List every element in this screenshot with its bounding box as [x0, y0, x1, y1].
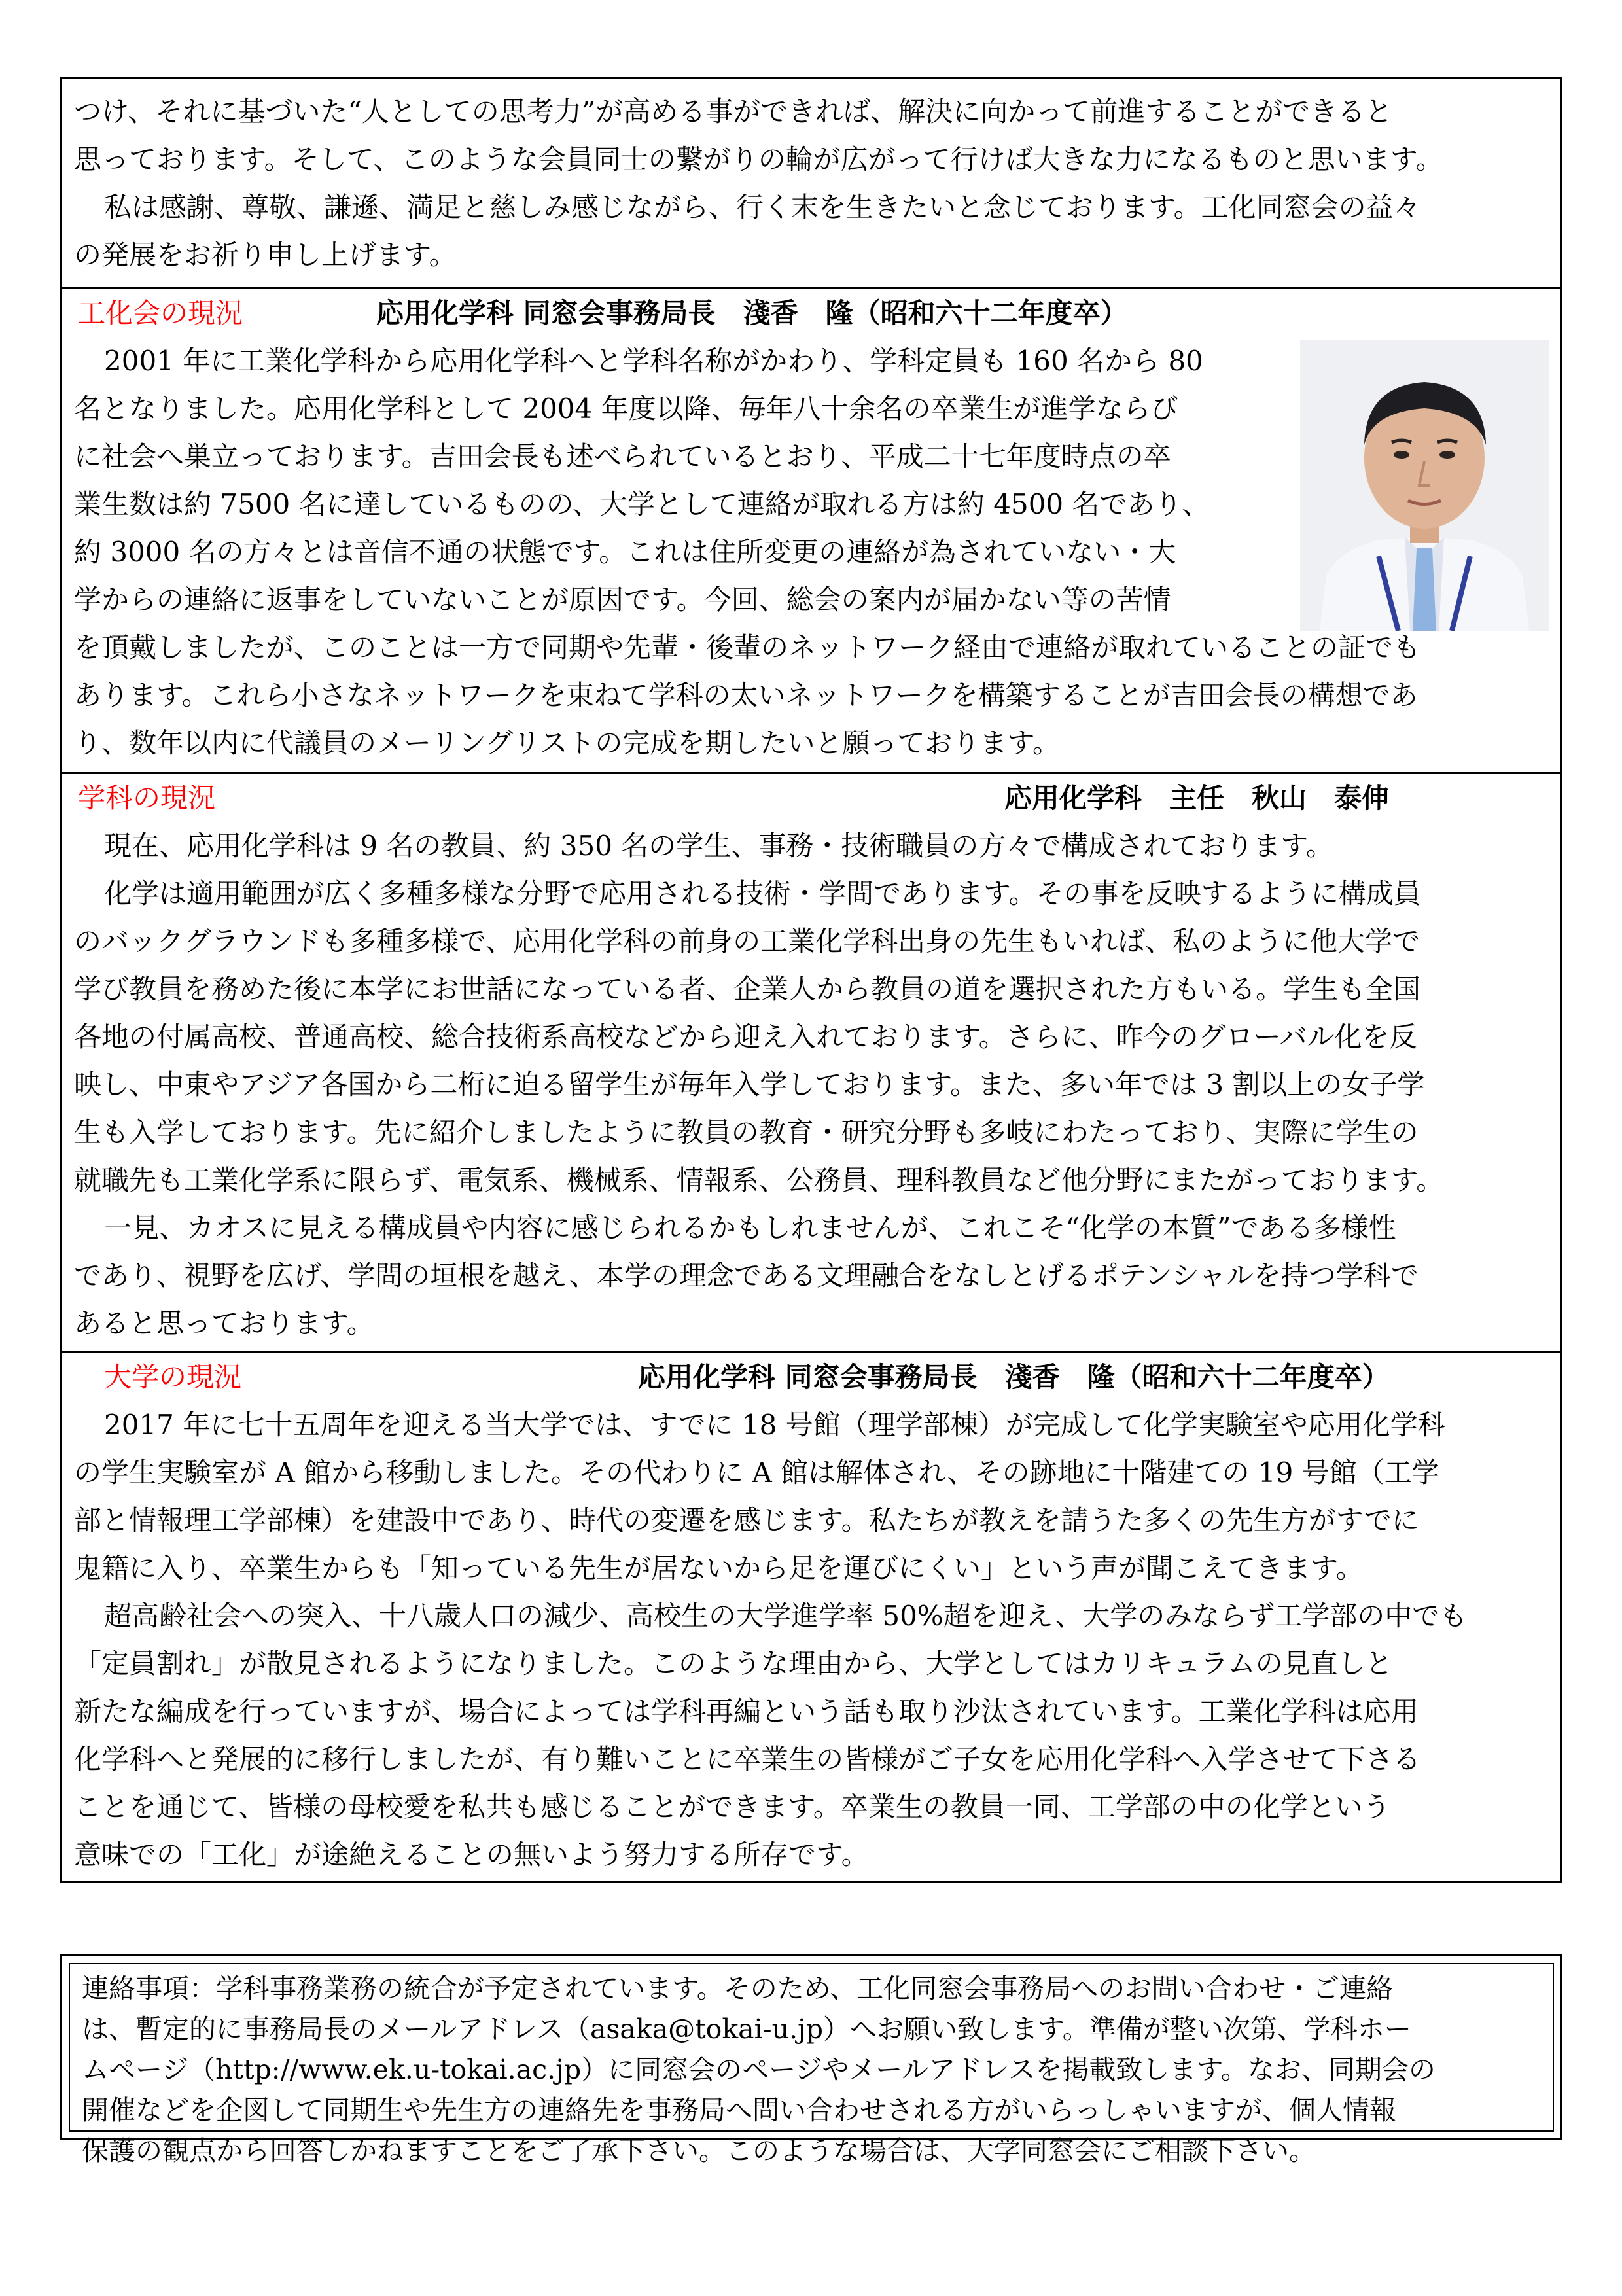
section-line: 学からの連絡に返事をしていないことが原因です。今回、総会の案内が届かない等の苦情: [74, 584, 1171, 616]
section-byline: 応用化学科 同窓会事務局長 淺香 隆（昭和六十二年度卒）: [638, 1361, 1390, 1393]
section-line: 部と情報理工学部棟）を建設中であり、時代の変遷を感じます。私たちが教えを請うた多くの先生方がすでに: [74, 1504, 1419, 1536]
section-line: り、数年以内に代議員のメーリングリストの完成を期したいと願っております。: [74, 727, 1060, 759]
section-heading: [62, 774, 1560, 822]
intro-box: [60, 77, 1562, 287]
section-line: 化学科へと発展的に移行しましたが、有り難いことに卒業生の皆様がご子女を応用化学科へ入学させて下さる: [74, 1743, 1421, 1775]
section-line: に社会へ巣立っております。吉田会長も述べられているとおり、平成二十七年度時点の卒: [74, 440, 1171, 472]
section-line: あります。これら小さなネットワークを束ねて学科の太いネットワークを構築することが吉田会長の構想であ: [74, 679, 1418, 711]
section-line: であり、視野を広げ、学問の垣根を越え、本学の理念である文理融合をなしとげるポテンシャルを持つ学科で: [74, 1260, 1419, 1292]
section-line: 「定員割れ」が散見されるようになりました。このような理由から、大学としてはカリキュラムの見直しと: [74, 1648, 1393, 1680]
section-byline: 応用化学科 同窓会事務局長 淺香 隆（昭和六十二年度卒）: [376, 297, 1128, 329]
newsletter-page: [60, 77, 1562, 1883]
section-line: 鬼籍に入り、卒業生からも「知っている先生が居ないから足を運びにくい」という声が聞こえてきます。: [74, 1552, 1364, 1584]
section-line: 各地の付属高校、普通高校、総合技術系高校などから迎え入れております。さらに、昨今のグローバル化を反: [74, 1021, 1417, 1053]
section-line: 現在、応用化学科は 9 名の教員、約 350 名の学生、事務・技術職員の方々で構成されております。: [104, 830, 1333, 862]
notice-line: 保護の観点から回答しかねますことをご了承下さい。このような場合は、大学同窓会にご相談下さい。: [82, 2135, 1316, 2166]
section-line: 生も入学しております。先に紹介しましたように教員の教育・研究分野も多岐にわたっており、実際に学生の: [74, 1116, 1419, 1148]
section-title: 学科の現況: [78, 782, 216, 814]
section-heading: [62, 1353, 1560, 1401]
section-line: 化学は適用範囲が広く多種多様な分野で応用される技術・学問であります。その事を反映するように構成員: [104, 877, 1421, 910]
section-alumni-status: [60, 287, 1562, 772]
section-line: 約 3000 名の方々とは音信不通の状態です。これは住所変更の連絡が為されていない・大: [74, 536, 1176, 568]
intro-line: の発展をお祈り申し上げます。: [74, 239, 457, 271]
section-line: の学生実験室が A 館から移動しました。その代わりに A 館は解体され、その跡地に十階建ての 19 号館（工学: [74, 1457, 1439, 1489]
notice-box: [60, 1954, 1562, 2166]
section-line: 一見、カオスに見える構成員や内容に感じられるかもしれませんが、これこそ“化学の本質”である多様性: [104, 1212, 1396, 1244]
section-title: 工化会の現況: [78, 297, 243, 329]
notice-line: は、暫定的に事務局長のメールアドレス（asaka@tokai-u.jp）へお願い致します。準備が整い次第、学科ホー: [82, 2013, 1411, 2045]
section-department-status: [60, 772, 1562, 1351]
section-line: 意味での「工化」が途絶えることの無いよう努力する所存です。: [74, 1839, 869, 1871]
section-line: を頂戴しましたが、このことは一方で同期や先輩・後輩のネットワーク経由で連絡が取れていることの証でも: [74, 631, 1421, 663]
notice-line: ムページ（http://www.ek.u-tokai.ac.jp）に同窓会のページやメールアドレスを掲載致します。なお、同期会の: [82, 2054, 1436, 2085]
section-line: 2001 年に工業化学科から応用化学科へと学科名称がかわり、学科定員も 160 名から 80: [104, 345, 1203, 377]
intro-line: 思っております。そして、このような会員同士の繋がりの輪が広がって行けば大きな力になるものと思います。: [74, 143, 1443, 175]
section-line: 超高齢社会への突入、十八歳人口の減少、高校生の大学進学率 50%超を迎え、大学のみならず工学部の中でも: [104, 1600, 1468, 1632]
portrait-illustration: [1300, 340, 1549, 631]
section-line: 就職先も工業化学系に限らず、電気系、機械系、情報系、公務員、理科教員など他分野にまたがっております。: [74, 1164, 1444, 1196]
section-byline: 応用化学科 主任 秋山 泰伸: [1004, 782, 1390, 814]
intro-line: つけ、それに基づいた“人としての思考力”が高める事ができれば、解決に向かって前進することができると: [74, 96, 1393, 128]
section-line: のバックグラウンドも多種多様で、応用化学科の前身の工業化学科出身の先生もいれば、私のように他大学で: [74, 925, 1420, 957]
notice-line: 開催などを企図して同期生や先生方の連絡先を事務局へ問い合わせされる方がいらっしゃいますが、個人情報: [82, 2094, 1396, 2126]
section-line: 新たな編成を行っていますが、場合によっては学科再編という話も取り沙汰されています。工業化学科は応用: [74, 1695, 1419, 1727]
intro-line: 私は感謝、尊敬、謙遜、満足と慈しみ感じながら、行く末を生きたいと念じております。工化同窓会の益々: [104, 191, 1421, 223]
section-line: あると思っております。: [74, 1307, 374, 1339]
section-title: 大学の現況: [104, 1361, 242, 1393]
section-line: 学び教員を務めた後に本学にお世話になっている者、企業人から教員の道を選択された方もいる。学生も全国: [74, 973, 1421, 1005]
section-line: 映し、中東やアジア各国から二桁に迫る留学生が毎年入学しております。また、多い年では 3 割以上の女子学: [74, 1069, 1425, 1101]
notice-line: 連絡事項：学科事務業務の統合が予定されています。そのため、工化同窓会事務局へのお問い合わせ・ご連絡: [82, 1973, 1394, 2004]
section-line: 業生数は約 7500 名に達しているものの、大学として連絡が取れる方は約 4500 名であり、: [74, 488, 1210, 520]
section-line: ことを通じて、皆様の母校愛を私共も感じることができます。卒業生の教員一同、工学部の中の化学という: [74, 1791, 1390, 1823]
section-line: 2017 年に七十五周年を迎える当大学では、すでに 18 号館（理学部棟）が完成して化学実験室や応用化学科: [104, 1409, 1445, 1441]
notice-box-inner: [69, 1963, 1554, 2166]
section-heading: [62, 289, 1560, 337]
author-portrait-photo: [1300, 340, 1549, 631]
section-line: 名となりました。応用化学科として 2004 年度以降、毎年八十余名の卒業生が進学ならび: [74, 393, 1178, 425]
section-university-status: [60, 1351, 1562, 1883]
